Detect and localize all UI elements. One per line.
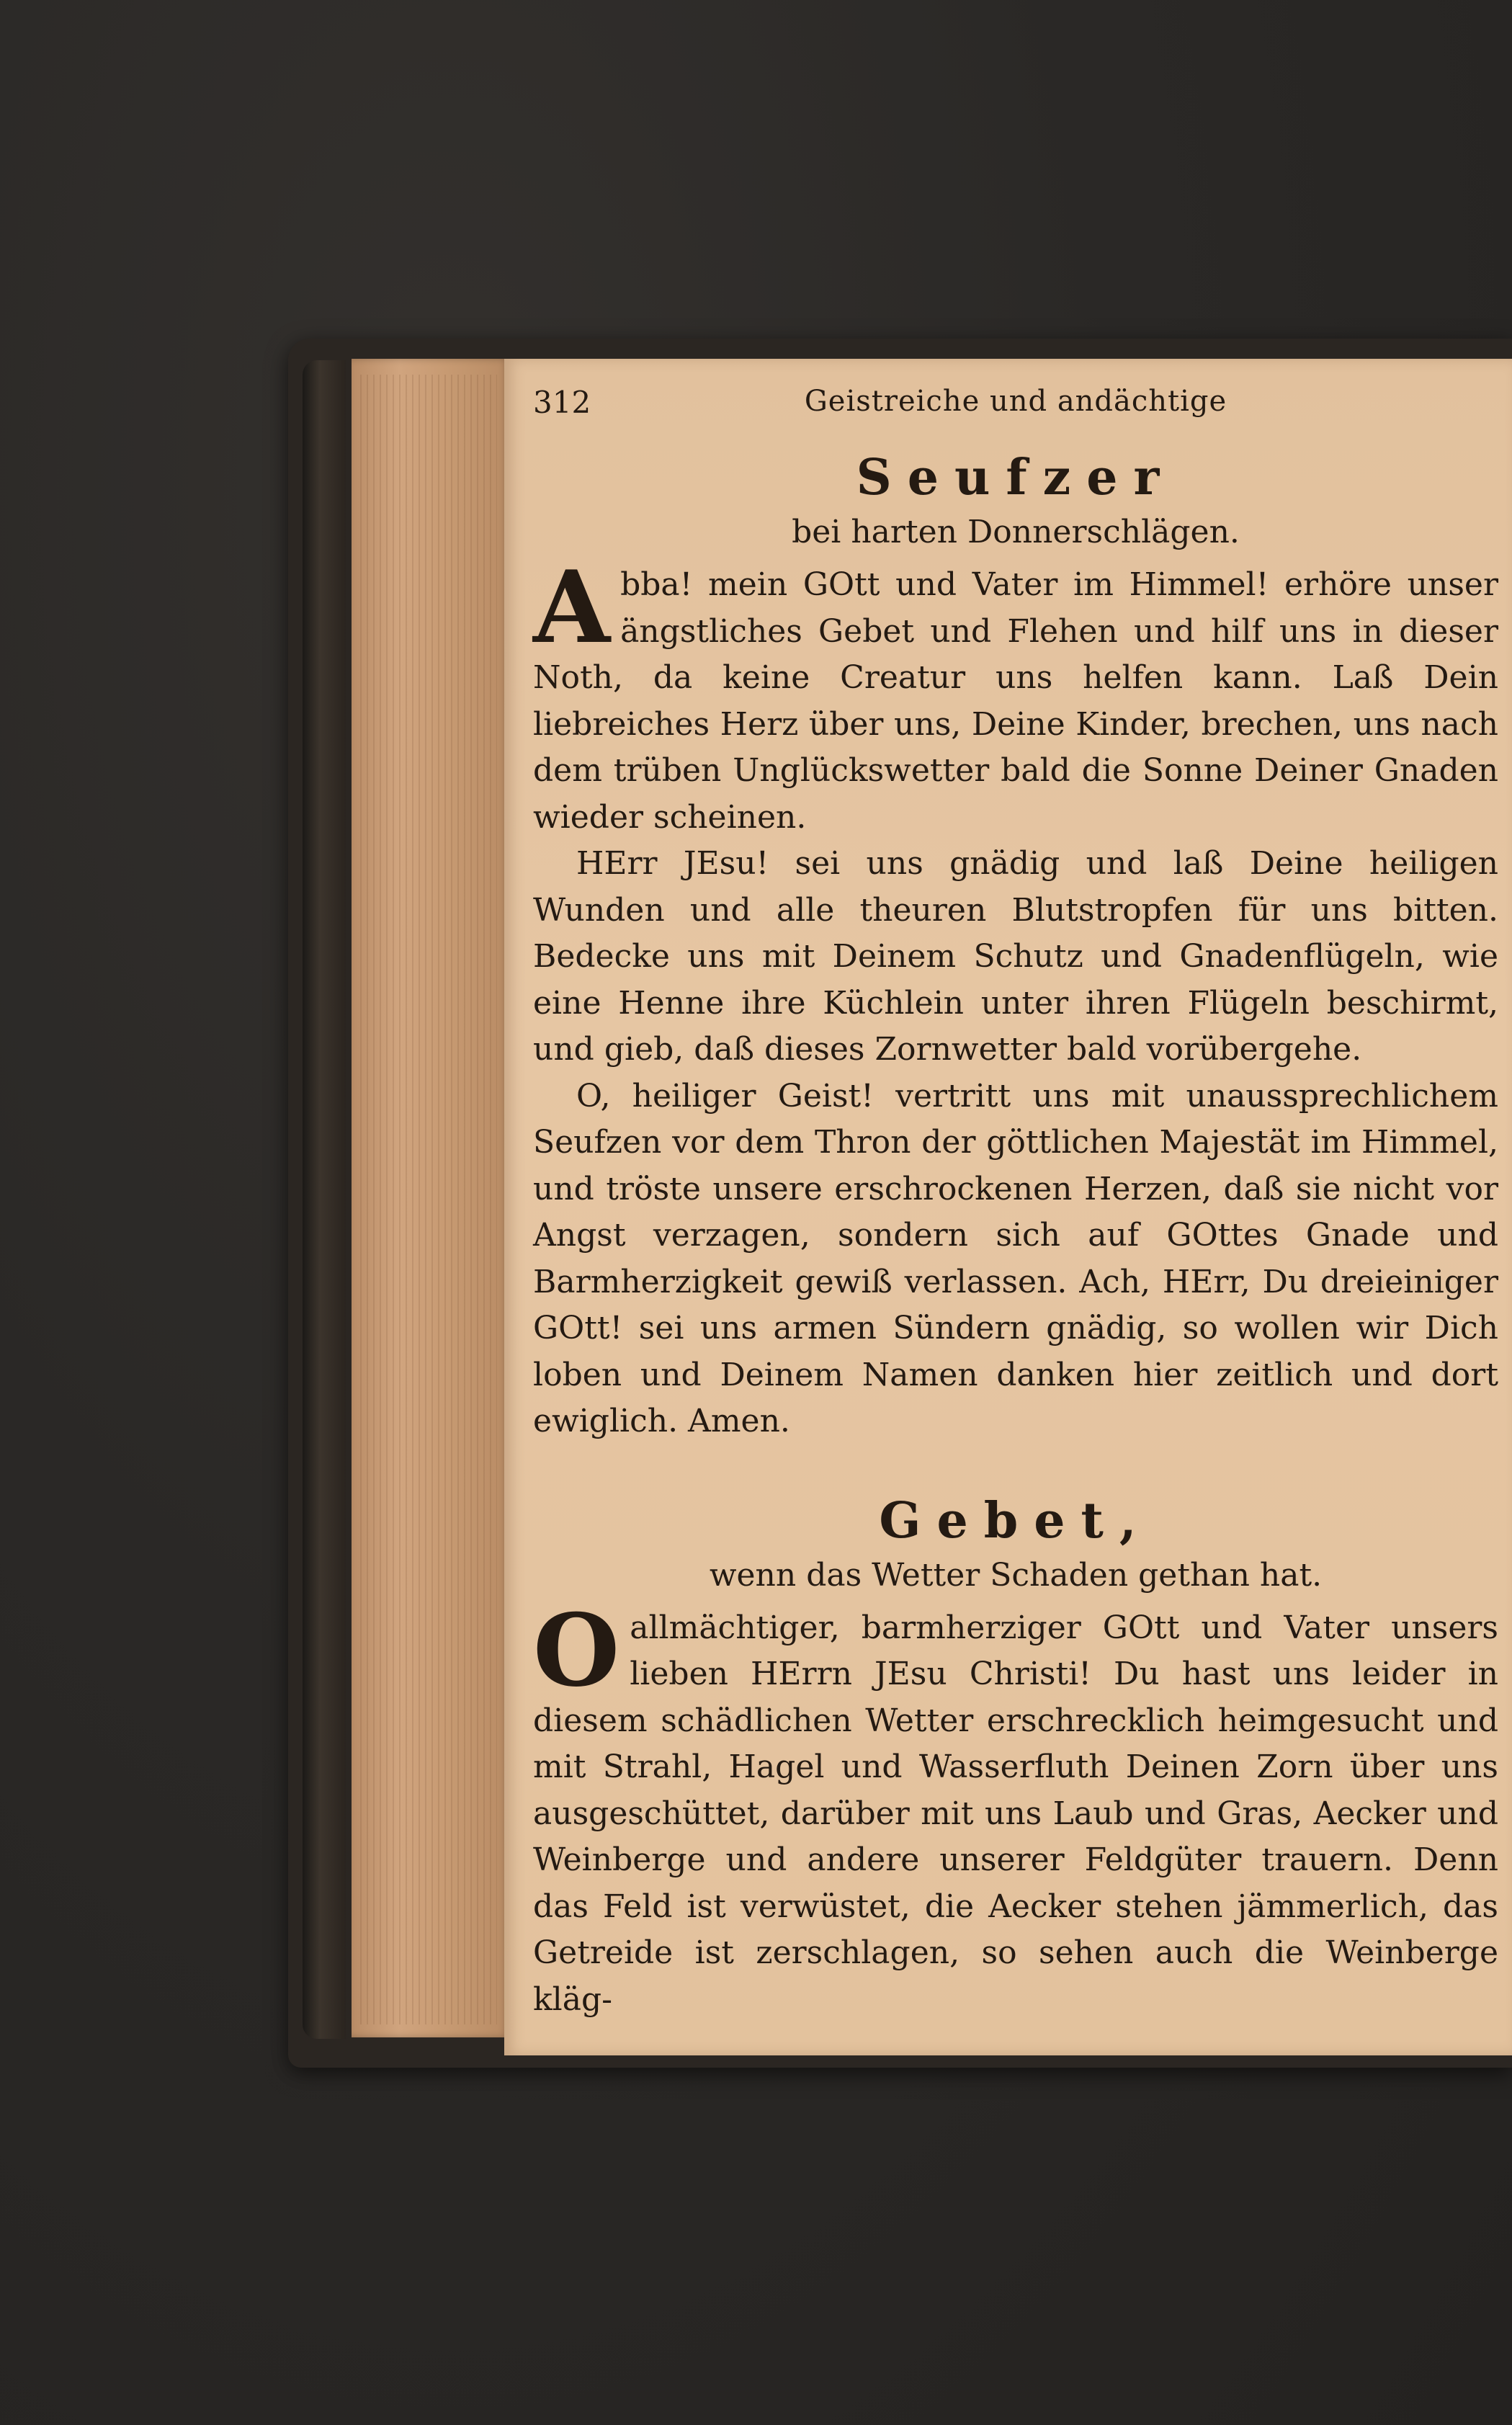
running-head-title: Geistreiche und andächtige (804, 385, 1227, 418)
section-gap (533, 1445, 1498, 1474)
page-text-block (533, 380, 1498, 2023)
prayer1-paragraph-3: O, heiliger Geist! vertritt uns mit unaussprechlichem Seufzen vor dem Thron der göttlichen Majestät im Himmel, und tröste unsere erschrockenen Herzen, daß sie nicht vor Angst verzagen, sondern sich auf GOttes Gnade und Barmherzigkeit gewiß verlassen. Ach, HErr, Du dreieiniger GOtt! sei uns armen Sündern gnädig, so wollen wir Dich loben und Deinem Namen danken hier zeitlich und dort ewiglich. Amen. (533, 1077, 1498, 1439)
running-head (533, 380, 1498, 431)
prayer1-paragraph-2: HErr JEsu! sei uns gnädig und laß Deine heiligen Wunden und alle theuren Blutstropfen für uns bitten. Bedecke uns mit Deinem Schutz und Gnadenflügeln, wie eine Henne ihre Küchlein unter ihren Flügeln beschirmt, und gieb, daß dieses Zornwetter bald vorübergehe. (533, 845, 1498, 1068)
prayer1-paragraph-1 (533, 548, 1498, 841)
prayer2-title: Gebet, (879, 1491, 1153, 1550)
prayer2-dropcap: O (533, 1591, 620, 1709)
book-page (504, 359, 1512, 2055)
prayer1-title: Seufzer (856, 449, 1176, 506)
prayer1-subtitle: bei harten Donnerschlägen. (792, 514, 1240, 550)
book-spine-edge (303, 360, 346, 2039)
prayer2-subtitle: wenn das Wetter Schaden gethan hat. (709, 1556, 1323, 1594)
page-edge-texture (360, 375, 497, 2024)
prayer1-dropcap: A (533, 548, 611, 666)
prayer2-paragraph-1 (533, 1591, 1498, 2024)
prayer1-paragraph-1-text: bba! mein GOtt und Vater im Himmel! erhöre unser ängstliches Gebet und Flehen und hilf uns in dieser Noth, da keine Creatur uns helfen kann. Laß Dein liebreiches Herz über uns, Deine Kinder, brechen, uns nach dem trüben Unglückswetter bald die Sonne Deiner Gnaden wieder scheinen. (533, 566, 1498, 836)
prayer2-paragraph-1-text: allmächtiger, barmherziger GOtt und Vater unsers lieben HErrn JEsu Christi! Du hast uns leider in diesem schädlichen Wetter erschrecklich heimgesucht und mit Strahl, Hagel und Wasserfluth Deinen Zorn über uns ausgeschüttet, darüber mit uns Laub und Gras, Aecker und Weinberge und andere unserer Feldgüter trauern. Denn das Feld ist verwüstet, die Aecker stehen jämmerlich, das Getreide ist zerschlagen, so sehen auch die Weinberge kläg- (533, 1609, 1498, 2018)
page-number: 312 (533, 385, 591, 420)
